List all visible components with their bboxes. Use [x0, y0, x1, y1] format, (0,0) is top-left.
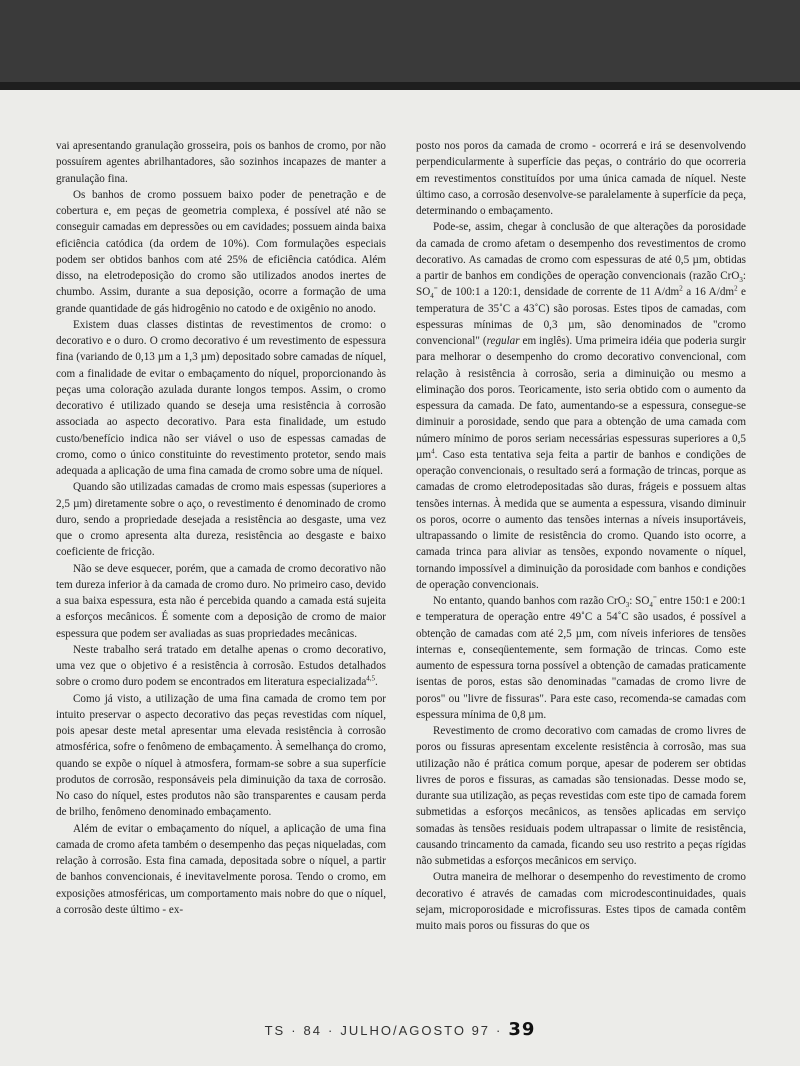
journal-name: TS	[264, 1023, 286, 1038]
paragraph	[56, 642, 386, 691]
paragraph-text: Pode-se, assim, chegar à conclusão de que alterações da porosidade da camada de cromo afetam o desempenho dos revestimentos de cromo decorativo. As camadas de cromo com espessuras de até 0,5 µm, obtidas a partir de banhos em condições de operação convencionais (razão CrO	[416, 221, 746, 282]
superscript: 2	[679, 284, 683, 293]
paragraph-text: e temperatura de 35˚C a 43˚C) são porosas. Estes tipos de camadas, com espessuras mínimas de 0,3 µm, são denominados de "cromo convencional" (	[416, 286, 747, 347]
paragraph-text: Neste trabalho será tratado em detalhe apenas o cromo decorativo, uma vez que o objetivo é a resistência à corrosão. Estudos detalhados sobre o cromo duro podem se encontrados em literatura especializada	[56, 643, 386, 689]
paragraph: Além de evitar o embaçamento do níquel, a aplicação de uma fina camada de cromo afeta também o desempenho das peças niqueladas, com relação à corrosão. Esta fina camada, depositada sobre o níquel, a partir de banhos convencionais, é inevitavelmente porosa. Tendo o cromo, em exposições atmosféricas, um comportamento mais nobre do que o níquel, a corrosão deste último - ex-	[56, 822, 386, 916]
issue-number: 84	[303, 1023, 322, 1038]
emphasis: regular	[486, 335, 520, 347]
paragraph: Não se deve esquecer, porém, que a camada de cromo decorativo não tem dureza inferior à da camada de cromo duro. No primeiro caso, devido a sua baixa espessura, esta não é percebida quando a camada está sujeita a esforços mecânicos. É somente com a deposição de cromo de maior espessura que podem ser avaliadas as suas propriedades mecânicas.	[56, 562, 386, 640]
paragraph	[416, 593, 746, 723]
page-number: 39	[508, 1019, 536, 1040]
paragraph: vai apresentando granulação grosseira, pois os banhos de cromo, por não possuírem agentes abrilhantadores, são sozinhos incapazes de manter a granulação fina.	[56, 140, 386, 185]
subscript: 4	[430, 292, 434, 301]
paragraph-text: .	[375, 676, 378, 689]
page-footer	[0, 1019, 800, 1040]
paragraph: Revestimento de cromo decorativo com camadas de cromo livres de poros ou fissuras apresentam excelente resistência à corrosão, mas sua utilização não é prática comum porque, apesar de poderem ser obtidas livres de poros e fissuras, as camadas são tensionadas. Desse modo se, durante sua utilização, as peças revestidas com este tipo de camada forem submetidas a esforços mecânicos, as tensões aplicadas em serviço somadas às tensões residuais podem ultrapassar o limite de resistência, causando trincamento da camada, ficando seu uso restrito a peças rígidas não submetidas a esforços mecânicos em serviço.	[416, 725, 746, 867]
paragraph: Como já visto, a utilização de uma fina camada de cromo tem por intuito preservar o aspecto decorativo das peças revestidas com níquel, pois apesar deste metal apresentar uma elevada resistência à corrosão atmosférica, sofre o fenômeno de embaçamento. À semelhança do cromo, quando se expõe o níquel à atmosfera, formam-se sobre a sua superfície produtos de corrosão, responsáveis pela diminuição da taxa de corrosão. No caso do níquel, estes produtos não são transparentes e causam perda de brilho, fenômeno denominado embaçamento.	[56, 692, 386, 819]
paragraph-text: . Caso esta tentativa seja feita a partir de banhos e condições de operação convencionais, o resultado será a formação de trincas, porque as camadas de cromo eletrodepositadas são duras, frágeis e possuem altas tensões internas. À medida que se aumenta a espessura, visando diminuir os poros, ocorre o aumento das tensões internas a níveis insuportáveis, ultrapassando o limite de resistência do cromo. Quando isto ocorre, a camada trinca para aliviar as tensões, expondo novamente o níquel, tornando impossível a diminuição da porosidade com banhos e condições de operação convencionais.	[416, 448, 746, 591]
issue-date: JULHO/AGOSTO 97	[340, 1023, 491, 1038]
header-rule	[0, 82, 800, 90]
separator: ·	[496, 1023, 503, 1038]
right-column	[416, 138, 746, 934]
reference-mark: 4	[431, 447, 435, 456]
separator: ·	[328, 1023, 335, 1038]
paragraph-text: entre 150:1 e 200:1 e temperatura de operação entre 49˚C a 54˚C são usados, é possível a obtenção de camadas com até 2,5 µm, com níveis inferiores de tensões internas e, conseqüentemente, sem formação de trincas. Como este aumento de espessura torna possível a obtenção de camadas praticamente isentas de poros, estas são denominadas "camadas de cromo livre de poros" ou "livre de fissuras". Para este caso, recomenda-se camadas com espessura mínima de 0,8 µm.	[416, 595, 747, 721]
paragraph-text: em inglês). Uma primeira idéia que poderia surgir para melhorar o desempenho do cromo decorativo convencional, com relação à resistência à corrosão, seria a diminuição ou mesmo a eliminação dos poros. Teoricamente, isto seria obtido com o aumento da espessura da camada. De fato, aumentando-se a espessura, consegue-se diminuir a porosidade, sendo que para a obtenção de uma camada com número mínimo de poros seriam necessárias espessuras superiores a 0,5 µm	[416, 335, 746, 461]
paragraph	[416, 219, 746, 593]
paragraph-text: de 100:1 a 120:1, densidade de corrente de 11 A/dm	[437, 286, 680, 299]
subscript: 4	[649, 601, 653, 610]
subscript: 3	[739, 276, 743, 285]
paragraph-text: : SO	[416, 270, 746, 299]
paragraph: posto nos poros da camada de cromo - ocorrerá e irá se desenvolvendo perpendicularmente à superfície das peças, o contrário do que ocorreria em revestimentos constituídos por uma única camada de níquel. Neste último caso, a corrosão desenvolve-se paralelamente à superfície da peça, determinando o embaçamento.	[416, 140, 746, 217]
header-band	[0, 0, 800, 82]
paragraph: Outra maneira de melhorar o desempenho do revestimento de cromo decorativo é através de camadas com microdescontinuidades, quais sejam, microporosidade e microfissuras. Estes tipos de camada contêm muito mais poros ou fissuras do que os	[416, 871, 746, 932]
superscript: =	[652, 593, 657, 602]
paragraph-text: : SO	[629, 595, 650, 607]
superscript: 2	[734, 284, 738, 293]
left-column	[56, 138, 386, 918]
paragraph-text: No entanto, quando banhos com razão CrO	[433, 595, 626, 607]
paragraph: Quando são utilizadas camadas de cromo mais espessas (superiores a 2,5 µm) diretamente sobre o aço, o revestimento é denominado de cromo duro, sendo a propriedade desejada a resistência ao desgaste, uma vez que o cromo apresenta alta dureza, resistência ao desgaste e baixo coeficiente de fricção.	[56, 481, 386, 559]
paragraph: Os banhos de cromo possuem baixo poder de penetração e de cobertura e, em peças de geometria complexa, é possível até não se conseguir camadas em depressões ou em cavidades; possuem ainda baixa eficiência catódica (da ordem de 10%). Com formulações especiais podem ser obtidos banhos com até 25% de eficiência catódica. Além disso, na eletrodeposição do cromo são utilizados anodos inertes de chumbo. Assim, durante a sua deposição, ocorre a formação de uma grande quantidade de gás hidrogênio no catodo e de oxigênio no anodo.	[56, 188, 386, 315]
reference-mark: 4,5	[366, 674, 376, 683]
subscript: 3	[625, 601, 630, 610]
separator: ·	[291, 1023, 298, 1038]
paragraph: Existem duas classes distintas de revestimentos de cromo: o decorativo e o duro. O cromo decorativo é um revestimento de espessura fina (variando de 0,13 µm a 1,3 µm) depositado sobre camadas de níquel, com a finalidade de evitar o embaçamento do níquel, proporcionando às peças uma coloração azulada durante longos tempos. Assim, o cromo decorativo é utilizado quando se deseja uma resistência à corrosão associada ao aspecto decorativo. Para esta finalidade, um estudo custo/benefício indica não ser viável o uso de espessas camadas de cromo, como o único constituinte do revestimento protetor, sendo mais adequada a aplicação de uma fina camada de cromo sobre uma de níquel.	[56, 318, 386, 477]
superscript: =	[433, 284, 438, 293]
paragraph-text: a 16 A/dm	[682, 286, 735, 299]
